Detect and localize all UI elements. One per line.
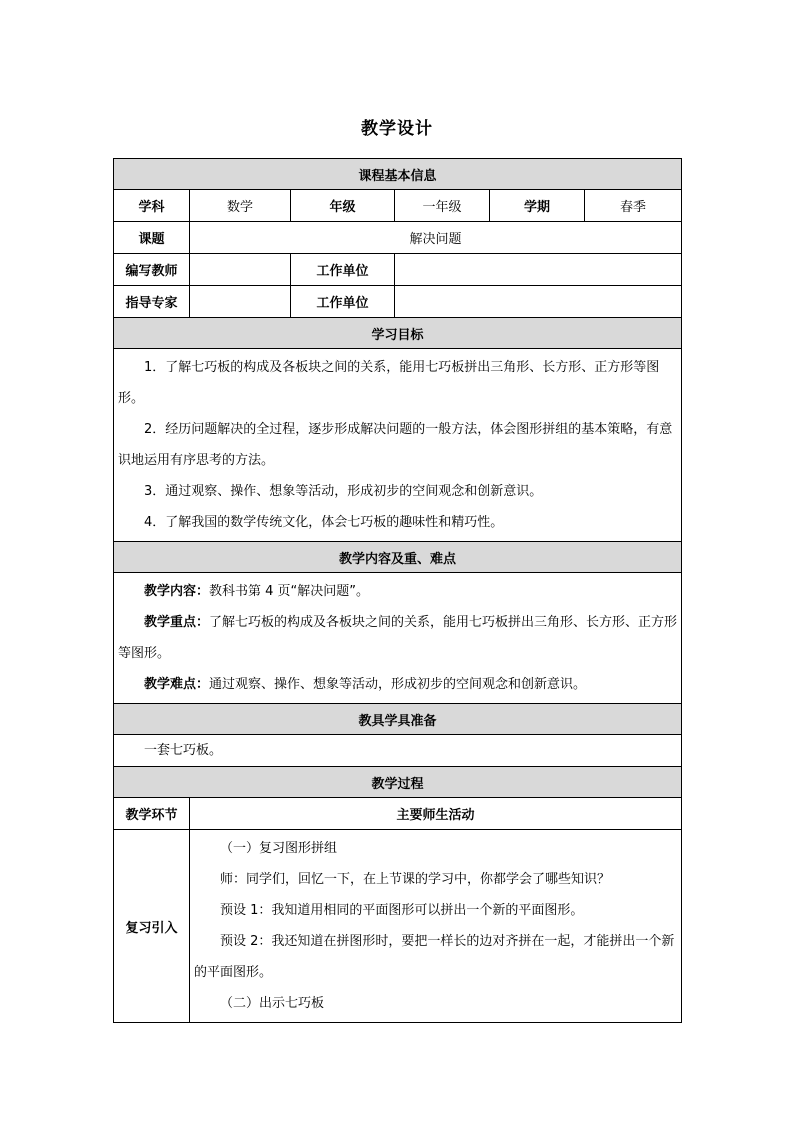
basic-row-advisor [114,286,682,318]
term-label: 学期 [490,190,585,222]
section-title: 课程基本信息 [114,159,682,190]
activity-line: （一）复习图形拼组 [220,841,338,856]
advisor-unit-label: 工作单位 [291,286,395,318]
activity-column-header: 主要师生活动 [190,798,682,830]
content-row [114,573,682,704]
activity-line: 预设 2：我还知道在拼图形时，要把一样长的边对齐拼在一起，才能拼出一个新的平面图形。 [194,934,675,980]
key-text: 了解七巧板的构成及各板块之间的关系，能用七巧板拼出三角形、长方形、正方形等图形。 [118,615,678,661]
difficulty-label: 教学难点： [144,677,210,692]
goal-item: 2．经历问题解决的全过程，逐步形成解决问题的一般方法，体会图形拼组的基本策略，有意识地运用有序思考的方法。 [118,422,673,468]
section-header-tools [114,704,682,735]
advisor-label: 指导专家 [114,286,190,318]
goal-item: 4．了解我国的数学传统文化，体会七巧板的趣味性和精巧性。 [144,515,504,530]
author-unit-label: 工作单位 [291,254,395,286]
grade-label: 年级 [291,190,395,222]
section-header-goals [114,318,682,349]
advisor-unit-value [395,286,682,318]
process-row-review [114,830,682,1023]
advisor-value [190,286,291,318]
difficulty-text: 通过观察、操作、想象等活动，形成初步的空间观念和创新意识。 [209,677,587,692]
stage-column-header: 教学环节 [114,798,190,830]
author-label: 编写教师 [114,254,190,286]
section-header-process [114,767,682,798]
key-label: 教学重点： [144,615,210,630]
tools-text: 一套七巧板。 [144,743,223,758]
topic-label: 课题 [114,222,190,254]
topic-value: 解决问题 [190,222,682,254]
page-title: 教学设计 [361,119,433,139]
subject-label: 学科 [114,190,190,222]
section-title: 教学过程 [114,767,682,798]
activity-line: 预设 1：我知道用相同的平面图形可以拼出一个新的平面图形。 [220,903,584,918]
basic-row-author [114,254,682,286]
goal-item: 1．了解七巧板的构成及各板块之间的关系，能用七巧板拼出三角形、长方形、正方形等图形。 [118,360,660,406]
difficulty-paragraph [114,669,681,700]
stage-review: 复习引入 [114,830,190,1023]
goals-row [114,349,682,542]
grade-value: 一年级 [395,190,490,222]
tools-row [114,735,682,767]
section-title: 教学内容及重、难点 [114,542,682,573]
section-title: 教具学具准备 [114,704,682,735]
key-paragraph [114,607,681,669]
section-header-basic [114,159,682,190]
activity-line: （二）出示七巧板 [220,996,325,1011]
goal-item: 3．通过观察、操作、想象等活动，形成初步的空间观念和创新意识。 [144,484,543,499]
section-title: 学习目标 [114,318,682,349]
content-paragraph [114,576,681,607]
content-text: 教科书第 4 页“解决问题”。 [209,584,370,599]
subject-value: 数学 [190,190,291,222]
content-label: 教学内容： [144,584,210,599]
activity-line: 师：同学们，回忆一下，在上节课的学习中，你都学会了哪些知识？ [220,872,611,887]
basic-row-topic [114,222,682,254]
process-header-row [114,798,682,830]
author-value [190,254,291,286]
lesson-plan-table [113,158,682,1023]
author-unit-value [395,254,682,286]
section-header-content [114,542,682,573]
term-value: 春季 [585,190,682,222]
basic-row-subject [114,190,682,222]
